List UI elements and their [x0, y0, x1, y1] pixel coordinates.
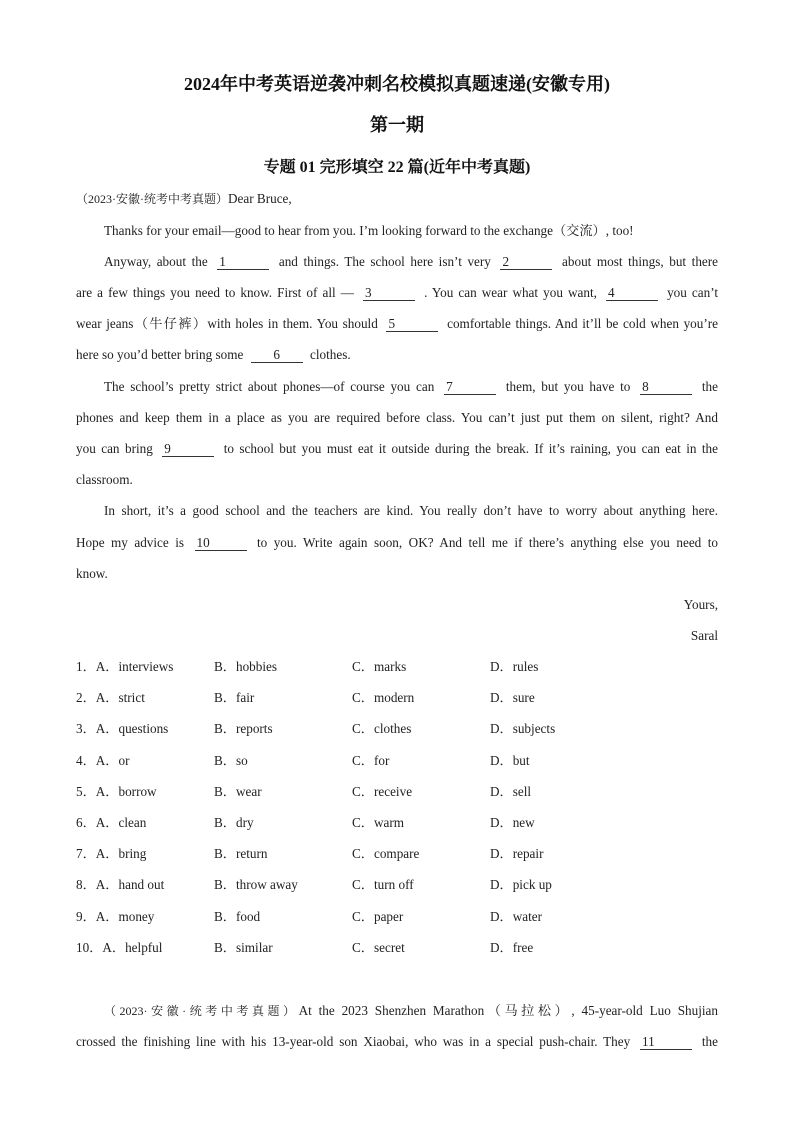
question-row: [76, 876, 718, 894]
blank-11: 11: [640, 1034, 692, 1050]
question-number: 5．: [76, 783, 96, 799]
closing: Yours,: [683, 597, 718, 612]
blank-10: 10: [195, 535, 247, 551]
question-option-c[interactable]: C．receive: [352, 783, 413, 799]
question-option-b[interactable]: B．food: [214, 908, 261, 924]
blank-1: 1: [217, 254, 269, 270]
passage-line: wear jeans（牛仔裤）with holes in them. You should 5 comfortable things. And it’ll be cold when you’re: [76, 316, 718, 331]
question-row: [76, 939, 718, 957]
question-option-c[interactable]: C．modern: [352, 690, 415, 706]
question-option-d[interactable]: D．rules: [490, 659, 539, 674]
blank-4: 4: [606, 285, 658, 301]
passage-line: classroom.: [76, 472, 133, 487]
question-option-c[interactable]: C．for: [352, 752, 390, 768]
passage-line: know.: [76, 566, 108, 581]
question-row: [76, 720, 718, 738]
salutation: Dear Bruce,: [228, 191, 292, 206]
passage2-line: crossed the finishing line with his 13-year-old son Xiaobai, who was in a special push-chair. They 11 the: [76, 1034, 718, 1049]
passage-line: Thanks for your email—good to hear from you. I’m looking forward to the exchange（交流）, too!: [104, 223, 634, 238]
question-row: [76, 908, 718, 926]
question-number: 10．: [76, 939, 103, 955]
question-option-d[interactable]: D．sell: [490, 783, 532, 799]
document-title: 2024年中考英语逆袭冲刺名校模拟真题速递(安徽专用): [184, 74, 610, 94]
question-row: [76, 814, 718, 832]
question-option-a[interactable]: 6．A．clean: [76, 815, 147, 830]
question-option-c[interactable]: C．clothes: [352, 721, 412, 737]
passage-line: In short, it’s a good school and the teachers are kind. You really don’t have to worry about anything here.: [104, 503, 718, 518]
question-option-b[interactable]: B．similar: [214, 939, 273, 955]
question-row: [76, 689, 718, 707]
question-number: 8．: [76, 877, 96, 893]
question-number: 6．: [76, 815, 96, 830]
question-row: [76, 658, 718, 676]
question-option-b[interactable]: B．reports: [214, 721, 273, 737]
question-number: 3．: [76, 721, 96, 737]
question-option-b[interactable]: B．so: [214, 752, 248, 768]
question-number: 2．: [76, 690, 96, 706]
question-option-a[interactable]: 3．A．questions: [76, 721, 169, 737]
question-option-b[interactable]: B．return: [214, 846, 268, 862]
question-row: [76, 845, 718, 863]
source-label: （2023·安徽·统考中考真题）: [76, 192, 228, 206]
question-option-d[interactable]: D．repair: [490, 846, 544, 862]
question-option-a[interactable]: 7．A．bring: [76, 846, 147, 862]
question-option-a[interactable]: 2．A．strict: [76, 690, 145, 706]
passage-line: you can bring 9 to school but you must eat it outside during the break. If it’s raining, you can eat in the: [76, 441, 719, 456]
blank-7: 7: [444, 379, 496, 395]
question-option-a[interactable]: 1．A．interviews: [76, 659, 174, 674]
question-option-c[interactable]: C．secret: [352, 939, 405, 955]
question-number: 9．: [76, 908, 96, 924]
question-option-a[interactable]: 8．A．hand out: [76, 877, 165, 893]
blank-9: 9: [162, 441, 214, 457]
passage-line: Hope my advice is 10 to you. Write again soon, OK? And tell me if there’s anything else you need to: [76, 535, 718, 550]
question-option-a[interactable]: 10．A．helpful: [76, 939, 163, 955]
source-label: （2023·安徽·统考中考真题）: [104, 1004, 299, 1018]
question-number: 1．: [76, 659, 96, 674]
question-number: 7．: [76, 846, 96, 862]
question-option-b[interactable]: B．fair: [214, 690, 255, 706]
question-option-a[interactable]: 9．A．money: [76, 908, 155, 924]
question-option-c[interactable]: C．turn off: [352, 877, 414, 893]
question-option-d[interactable]: D．subjects: [490, 721, 556, 737]
blank-5: 5: [386, 316, 438, 332]
topic-heading: 专题 01 完形填空 22 篇(近年中考真题): [263, 159, 531, 176]
passage-line: The school’s pretty strict about phones—of course you can 7 them, but you have to 8 the: [104, 379, 719, 394]
question-option-a[interactable]: 5．A．borrow: [76, 783, 157, 799]
question-option-c[interactable]: C．warm: [352, 815, 405, 830]
question-option-d[interactable]: D．sure: [490, 690, 535, 706]
question-option-b[interactable]: B．wear: [214, 783, 262, 799]
blank-6: 6: [251, 347, 303, 363]
question-option-b[interactable]: B．throw away: [214, 877, 298, 893]
passage-line: are a few things you need to know. First of all — 3 . You can wear what you want, 4 you can’t: [76, 285, 719, 300]
passage-line: here so you’d better bring some 6 clothes.: [76, 347, 351, 362]
issue-label: 第一期: [370, 115, 424, 135]
question-option-a[interactable]: 4．A．or: [76, 752, 130, 768]
passage-line: phones and keep them in a place as you are required before class. You can’t just put them on silent, right? And: [76, 410, 718, 425]
blank-8: 8: [640, 379, 692, 395]
question-option-c[interactable]: C．paper: [352, 908, 404, 924]
question-option-d[interactable]: D．pick up: [490, 877, 552, 893]
question-option-c[interactable]: C．marks: [352, 659, 407, 674]
question-number: 4．: [76, 752, 96, 768]
blank-3: 3: [363, 285, 415, 301]
question-option-b[interactable]: B．hobbies: [214, 659, 278, 674]
question-row: [76, 783, 718, 801]
passage-line: Anyway, about the 1 and things. The school here isn’t very 2 about most things, but there: [104, 254, 719, 269]
question-option-d[interactable]: D．but: [490, 752, 530, 768]
question-option-d[interactable]: D．free: [490, 939, 534, 955]
question-option-d[interactable]: D．water: [490, 908, 542, 924]
passage2-line: （2023·安徽·统考中考真题）At the 2023 Shenzhen Marathon（马拉松）, 45-year-old Luo Shujian: [104, 1003, 719, 1018]
question-option-b[interactable]: B．dry: [214, 815, 254, 830]
question-option-d[interactable]: D．new: [490, 815, 535, 830]
signature: Saral: [690, 628, 718, 643]
question-option-c[interactable]: C．compare: [352, 846, 420, 862]
blank-2: 2: [500, 254, 552, 270]
passage1-header: [76, 190, 718, 208]
question-row: [76, 752, 718, 770]
